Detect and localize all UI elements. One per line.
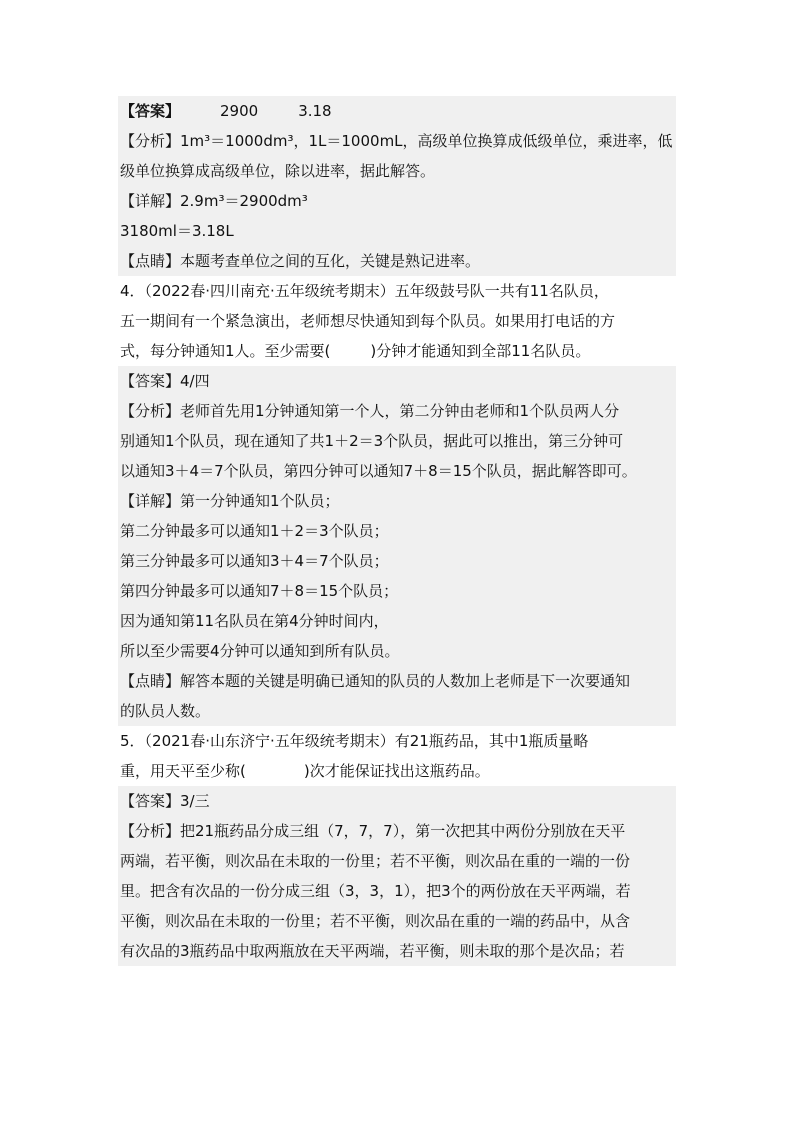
q4-question-line: 五一期间有一个紧急演出，老师想尽快通知到每个队员。如果用打电话的方: [120, 312, 616, 330]
q3-detail-line: 3180ml＝3.18L: [118, 216, 676, 246]
q4-question-line: 式，每分钟通知1人。至少需要( )分钟才能通知到全部11名队员。: [120, 342, 591, 360]
q3-point-line: 【点睛】本题考查单位之间的互化，关键是熟记进率。: [118, 246, 676, 276]
q3-detail-line: 【详解】2.9m³＝2900dm³: [118, 186, 676, 216]
q4-analysis-line: 【分析】老师首先用1分钟通知第一个人，第二分钟由老师和1个队员两人分: [118, 396, 676, 426]
q4-point-line: 【点睛】解答本题的关键是明确已通知的队员的人数加上老师是下一次要通知: [118, 666, 676, 696]
q4-detail-line: 第三分钟最多可以通知3＋4＝7个队员；: [118, 546, 676, 576]
q3-analysis-line: 【分析】1m³＝1000dm³，1L＝1000mL，高级单位换算成低级单位，乘进率，低: [118, 126, 676, 156]
q5-analysis-line: 里。把含有次品的一份分成三组（3，3，1），把3个的两份放在天平两端，若: [118, 876, 676, 906]
q4-detail-line: 所以至少需要4分钟可以通知到所有队员。: [118, 636, 676, 666]
q4-detail-line: 【详解】第一分钟通知1个队员；: [118, 486, 676, 516]
q5-question-line: 重，用天平至少称( )次才能保证找出这瓶药品。: [120, 762, 490, 780]
q3-analysis-line: 级单位换算成高级单位，除以进率，据此解答。: [118, 156, 676, 186]
q5-answer: 【答案】3/三: [118, 786, 676, 816]
q4-detail-line: 因为通知第11名队员在第4分钟时间内，: [118, 606, 676, 636]
q5-question-line: 5．（2021春·山东济宁·五年级统考期末）有21瓶药品，其中1瓶质量略: [120, 732, 589, 750]
q4-question-line: 4．（2022春·四川南充·五年级统考期末）五年级鼓号队一共有11名队员，: [120, 282, 609, 300]
q4-point-line: 的队员人数。: [118, 696, 676, 726]
q4-detail-line: 第二分钟最多可以通知1＋2＝3个队员；: [118, 516, 676, 546]
answer-value-2: 3.18: [298, 102, 332, 120]
answer-value-1: 2900: [220, 102, 259, 120]
q4-analysis-line: 别通知1个队员，现在通知了共1＋2＝3个队员，据此可以推出，第三分钟可: [118, 426, 676, 456]
q3-answer: [118, 96, 676, 126]
q4-detail-line: 第四分钟最多可以通知7＋8＝15个队员；: [118, 576, 676, 606]
q5-analysis-line: 两端，若平衡，则次品在未取的一份里；若不平衡，则次品在重的一端的一份: [118, 846, 676, 876]
document-page: [118, 96, 676, 966]
q5-analysis-line: 平衡，则次品在未取的一份里；若不平衡，则次品在重的一端的药品中，从含: [118, 906, 676, 936]
q4-answer: 【答案】4/四: [118, 366, 676, 396]
answer-tag: 【答案】: [120, 102, 181, 120]
q4-analysis-line: 以通知3＋4＝7个队员，第四分钟可以通知7＋8＝15个队员，据此解答即可。: [118, 456, 676, 486]
q5-analysis-line: 【分析】把21瓶药品分成三组（7，7，7），第一次把其中两份分别放在天平: [118, 816, 676, 846]
q5-analysis-line: 有次品的3瓶药品中取两瓶放在天平两端，若平衡，则未取的那个是次品；若: [118, 936, 676, 966]
